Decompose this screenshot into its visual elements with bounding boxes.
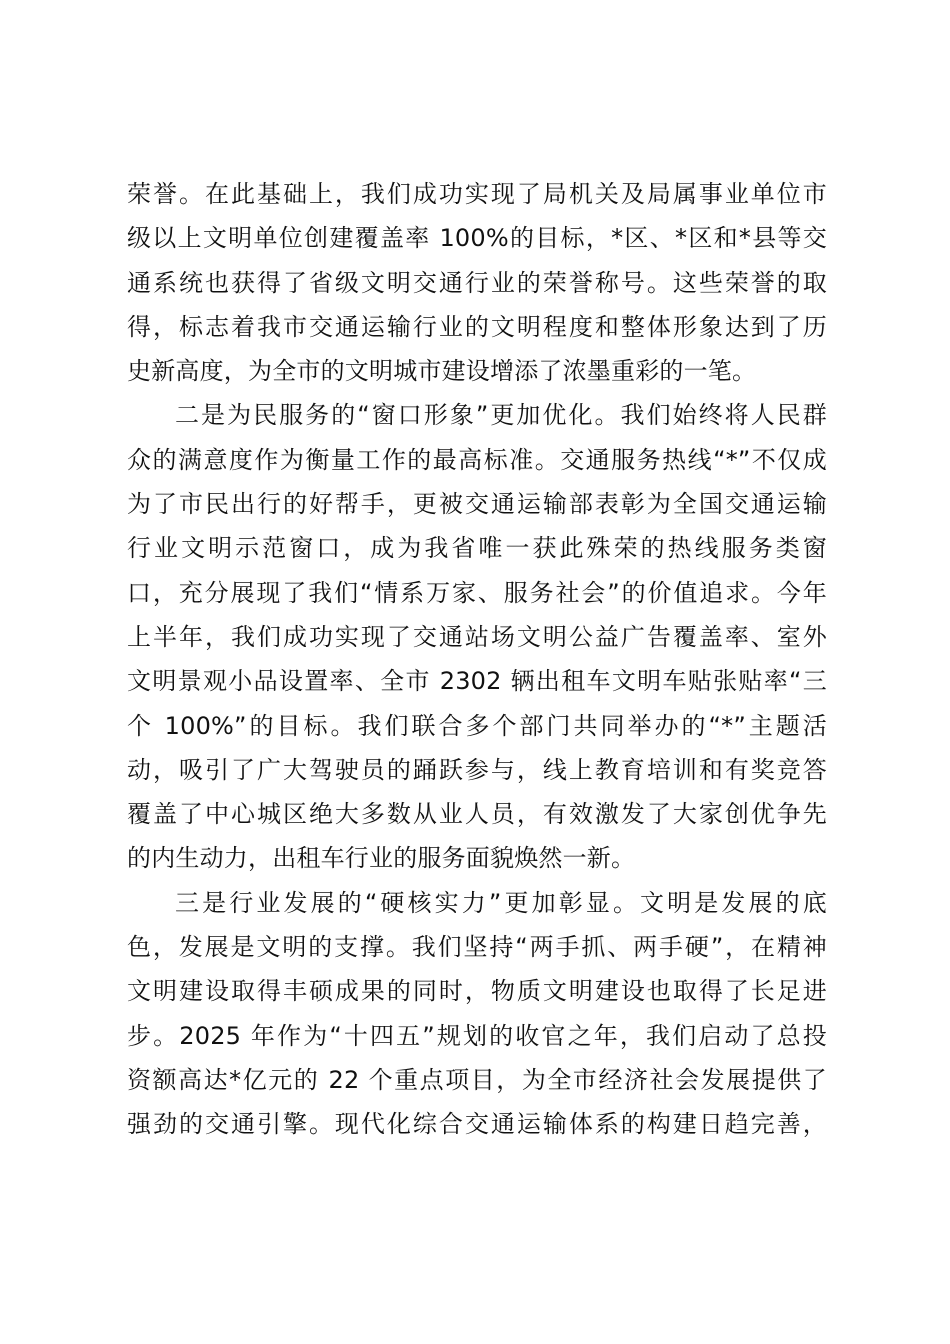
text-line: 众的满意度作为衡量工作的最高标准。交通服务热线“*”不仅成 bbox=[127, 445, 827, 474]
text-line: 通系统也获得了省级文明交通行业的荣誉称号。这些荣誉的取 bbox=[127, 268, 827, 297]
text-line: 动，吸引了广大驾驶员的踊跃参与，线上教育培训和有奖竞答 bbox=[127, 755, 827, 784]
text-line: 的内生动力，出租车行业的服务面貌焕然一新。 bbox=[127, 844, 636, 873]
text-line: 个 100%”的目标。我们联合多个部门共同举办的“*”主题活 bbox=[127, 711, 827, 740]
text-line: 行业文明示范窗口，成为我省唯一获此殊荣的热线服务类窗 bbox=[127, 534, 827, 563]
text-line: 文明建设取得丰硕成果的同时，物质文明建设也取得了长足进 bbox=[127, 977, 827, 1006]
text-line: 上半年，我们成功实现了交通站场文明公益广告覆盖率、室外 bbox=[127, 622, 827, 651]
text-line: 为了市民出行的好帮手，更被交通运输部表彰为全国交通运输 bbox=[127, 490, 827, 519]
text-line: 得，标志着我市交通运输行业的文明程度和整体形象达到了历 bbox=[127, 312, 827, 341]
text-line: 史新高度，为全市的文明城市建设增添了浓墨重彩的一笔。 bbox=[127, 357, 757, 386]
text-line: 荣誉。在此基础上，我们成功实现了局机关及局属事业单位市 bbox=[127, 180, 827, 208]
text-line: 色，发展是文明的支撑。我们坚持“两手抓、两手硬”，在精神 bbox=[127, 933, 827, 962]
paragraph-start-line: 二是为民服务的“窗口形象”更加优化。我们始终将人民群 bbox=[175, 401, 827, 430]
text-line: 口，充分展现了我们“情系万家、服务社会”的价值追求。今年 bbox=[127, 578, 827, 607]
text-line: 资额高达*亿元的 22 个重点项目，为全市经济社会发展提供了 bbox=[127, 1065, 827, 1094]
text-line: 强劲的交通引擎。现代化综合交通运输体系的构建日趋完善， bbox=[127, 1110, 827, 1139]
body-text bbox=[127, 172, 827, 1147]
text-line: 级以上文明单位创建覆盖率 100%的目标，*区、*区和*县等交 bbox=[127, 224, 827, 253]
paragraph-start-line: 三是行业发展的“硬核实力”更加彰显。文明是发展的底 bbox=[175, 888, 827, 917]
text-line: 文明景观小品设置率、全市 2302 辆出租车文明车贴张贴率“三 bbox=[127, 667, 827, 696]
text-line: 步。2025 年作为“十四五”规划的收官之年，我们启动了总投 bbox=[127, 1021, 827, 1050]
text-line: 覆盖了中心城区绝大多数从业人员，有效激发了大家创优争先 bbox=[127, 800, 827, 829]
